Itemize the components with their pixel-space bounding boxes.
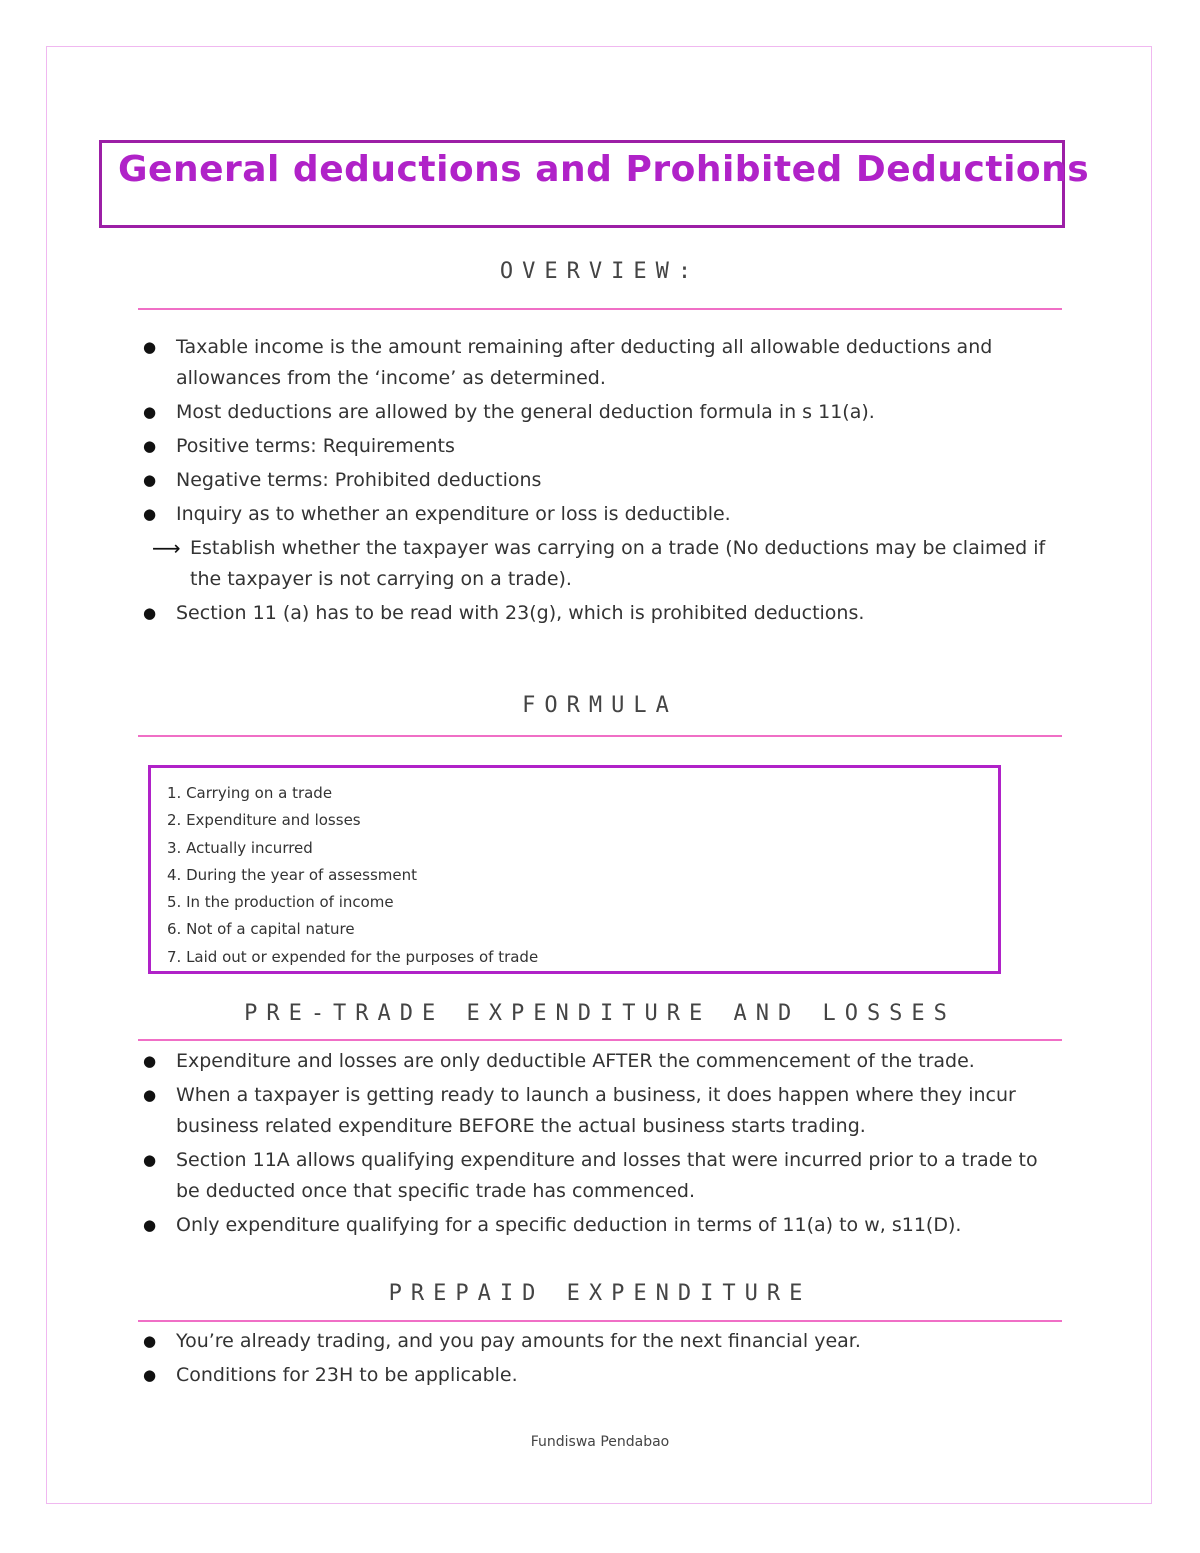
pretrade-heading-text: PRE-TRADE EXPENDITURE AND LOSSES bbox=[240, 1001, 960, 1026]
title-box bbox=[99, 140, 1090, 228]
prepaid-divider bbox=[138, 1320, 1062, 1322]
list-item: ● Section 11A allows qualifying expenditure and losses that were incurred prior to a trade to be deducted once that specific trade has commenced. bbox=[138, 1145, 1058, 1207]
list-item: ● Positive terms: Requirements bbox=[138, 431, 1058, 462]
formula-divider bbox=[138, 735, 1062, 737]
page-title: General deductions and Prohibited Deductions bbox=[118, 149, 1090, 190]
formula-item: 2. Expenditure and losses bbox=[167, 811, 361, 830]
overview-heading-text: OVERVIEW: bbox=[496, 259, 704, 284]
formula-item: 6. Not of a capital nature bbox=[167, 920, 355, 939]
list-item: ● You’re already trading, and you pay amounts for the next financial year. bbox=[138, 1326, 1058, 1357]
formula-heading-text: FORMULA bbox=[518, 693, 682, 718]
formula-item: 3. Actually incurred bbox=[167, 838, 313, 857]
formula-heading bbox=[0, 690, 1200, 718]
list-item: ● Most deductions are allowed by the general deduction formula in s 11(a). bbox=[138, 397, 1058, 428]
overview-heading bbox=[0, 256, 1200, 284]
arrow-list-item: ⟶ Establish whether the taxpayer was carrying on a trade (No deductions may be claimed if the taxpayer is not carrying on a trade). bbox=[138, 533, 1058, 595]
prepaid-heading bbox=[0, 1278, 1200, 1306]
pretrade-divider bbox=[138, 1039, 1062, 1041]
list-item: ● Conditions for 23H to be applicable. bbox=[138, 1360, 1058, 1391]
formula-item: 5. In the production of income bbox=[167, 893, 394, 912]
formula-list bbox=[151, 768, 998, 971]
list-item: ● Section 11 (a) has to be read with 23(g), which is prohibited deductions. bbox=[138, 598, 1058, 629]
footer-author: Fundiswa Pendabao bbox=[530, 1434, 670, 1450]
list-item: ● Inquiry as to whether an expenditure or loss is deductible. bbox=[138, 499, 1058, 530]
prepaid-list bbox=[138, 1326, 1058, 1394]
overview-list bbox=[138, 332, 1058, 632]
list-item: ● Negative terms: Prohibited deductions bbox=[138, 465, 1058, 496]
overview-divider bbox=[138, 308, 1062, 310]
list-item: ● Only expenditure qualifying for a specific deduction in terms of 11(a) to w, s11(D). bbox=[138, 1210, 1058, 1241]
pretrade-list bbox=[138, 1046, 1058, 1244]
prepaid-heading-text: PREPAID EXPENDITURE bbox=[385, 1281, 816, 1306]
pretrade-heading bbox=[0, 998, 1200, 1026]
formula-box bbox=[148, 765, 1001, 974]
list-item: ● When a taxpayer is getting ready to launch a business, it does happen where they incur business related expenditure BEFORE the actual business starts trading. bbox=[138, 1080, 1058, 1142]
list-item: ● Expenditure and losses are only deductible AFTER the commencement of the trade. bbox=[138, 1046, 1058, 1077]
formula-item: 1. Carrying on a trade bbox=[167, 784, 333, 802]
list-item: ● Taxable income is the amount remaining after deducting all allowable deductions and allowances from the ‘income’ as determined. bbox=[138, 332, 1058, 394]
formula-item: 7. Laid out or expended for the purposes of trade bbox=[167, 947, 539, 966]
formula-item: 4. During the year of assessment bbox=[167, 865, 418, 884]
